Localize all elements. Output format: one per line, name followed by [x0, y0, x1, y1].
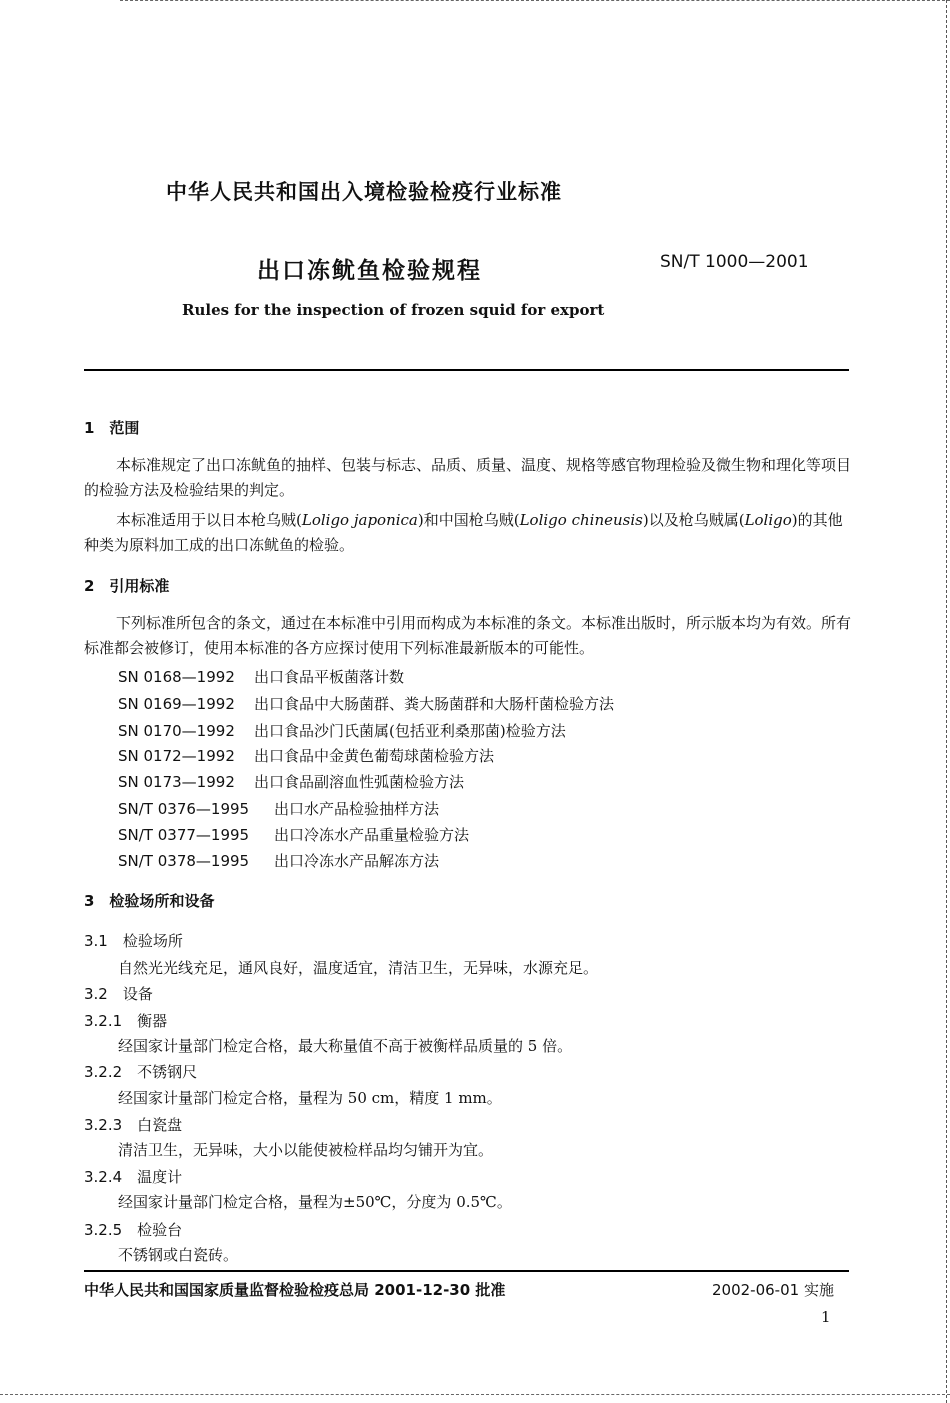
document-title: 出口冻鱿鱼检验规程	[257, 258, 482, 284]
reference-item: SN 0170—1992 出口食品沙门氏菌属(包括亚利桑那菌)检验方法	[118, 722, 566, 740]
section-3-2-1-text: 经国家计量部门检定合格，最大称量值不高于被衡样品质量的 5 倍。	[118, 1037, 573, 1055]
footer-rule	[84, 1270, 849, 1272]
scan-edge-top	[120, 0, 950, 1]
reference-item: SN 0169—1992 出口食品中大肠菌群、粪大肠菌群和大肠杆菌检验方法	[118, 695, 615, 713]
reference-item: SN/T 0376—1995 出口水产品检验抽样方法	[118, 800, 440, 818]
scan-edge-right	[946, 0, 947, 1403]
section-3-2-3-text: 清洁卫生，无异味，大小以能使被检样品均匀铺开为宜。	[118, 1141, 494, 1159]
section-3-2-5-heading: 3.2.5 检验台	[84, 1221, 183, 1239]
section-3-2-heading: 3.2 设备	[84, 985, 153, 1003]
section-3-1-heading: 3.1 检验场所	[84, 932, 183, 950]
standard-code: SN/T 1000—2001	[660, 252, 809, 272]
reference-item: SN 0172—1992 出口食品中金黄色葡萄球菌检验方法	[118, 747, 495, 765]
section-1-paragraph-1: 本标准规定了出口冻鱿鱼的抽样、包装与标志、品质、质量、温度、规格等感官物理检验及微生物和理化等项目的检验方法及检验结果的判定。	[84, 456, 852, 499]
section-1-paragraph-2: 本标准适用于以日本枪乌贼(Loligo japonica)和中国枪乌贼(Loligo chineusis)以及枪乌贼属(Loligo)的其他种类为原料加工成的出口冻鱿鱼的检验。	[84, 511, 843, 554]
section-2-heading: 2 引用标准	[84, 577, 170, 595]
scan-edge-bottom	[0, 1394, 950, 1395]
header-rule	[84, 369, 849, 371]
reference-item: SN 0168—1992 出口食品平板菌落计数	[118, 668, 405, 686]
reference-item: SN/T 0378—1995 出口冷冻水产品解冻方法	[118, 852, 440, 870]
section-3-heading: 3 检验场所和设备	[84, 892, 215, 910]
reference-item: SN/T 0377—1995 出口冷冻水产品重量检验方法	[118, 826, 470, 844]
industry-standard-title: 中华人民共和国出入境检验检疫行业标准	[166, 180, 562, 204]
section-1-heading: 1 范围	[84, 419, 140, 437]
section-3-2-4-text: 经国家计量部门检定合格，量程为±50℃，分度为 0.5℃。	[118, 1193, 512, 1211]
reference-item: SN 0173—1992 出口食品副溶血性弧菌检验方法	[118, 773, 465, 791]
effective-date: 2002-06-01 实施	[712, 1281, 834, 1299]
section-3-2-4-heading: 3.2.4 温度计	[84, 1168, 183, 1186]
section-3-2-2-heading: 3.2.2 不锈钢尺	[84, 1063, 198, 1081]
section-3-2-2-text: 经国家计量部门检定合格，量程为 50 cm，精度 1 mm。	[118, 1089, 502, 1107]
english-title: Rules for the inspection of frozen squid for export	[182, 301, 605, 319]
section-3-1-text: 自然光光线充足，通风良好，温度适宜，清洁卫生，无异味，水源充足。	[118, 959, 599, 977]
approval-line: 中华人民共和国国家质量监督检验检疫总局 2001-12-30 批准	[84, 1281, 506, 1299]
section-3-2-1-heading: 3.2.1 衡器	[84, 1012, 168, 1030]
section-3-2-5-text: 不锈钢或白瓷砖。	[118, 1246, 239, 1264]
section-2-paragraph: 下列标准所包含的条文，通过在本标准中引用而构成为本标准的条文。本标准出版时，所示版本均为有效。所有标准都会被修订，使用本标准的各方应探讨使用下列标准最新版本的可能性。	[84, 614, 852, 657]
section-3-2-3-heading: 3.2.3 白瓷盘	[84, 1116, 183, 1134]
page-number: 1	[821, 1308, 831, 1326]
